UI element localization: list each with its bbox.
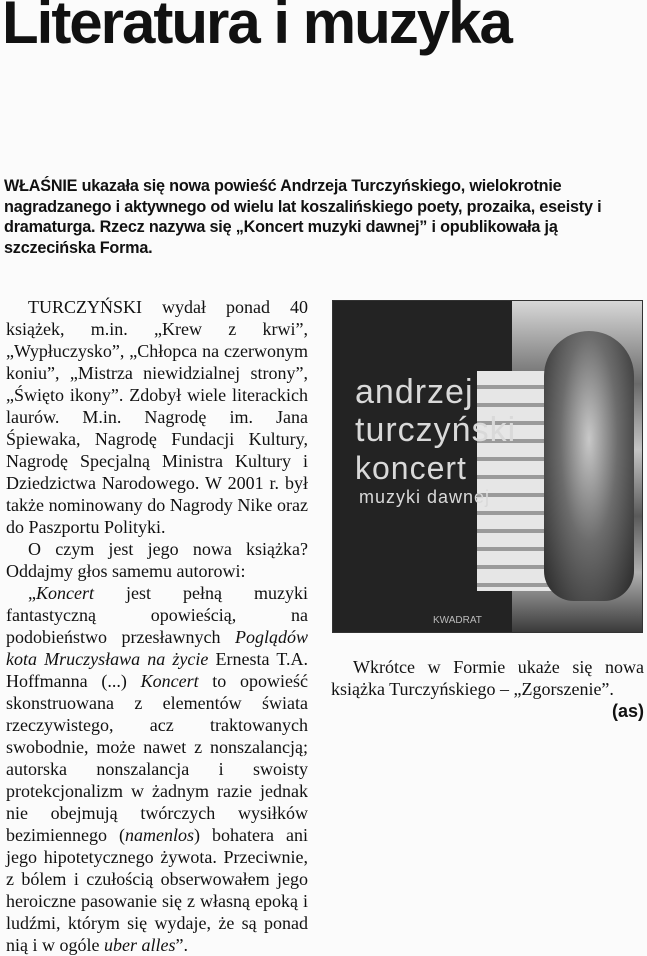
cover-author-last: turczyński [355, 411, 517, 449]
cover-author-first: andrzej [355, 373, 474, 411]
closing-text: Wkrótce w Formie ukaże się nowa książka Turczyńskiego – „Zgorszenie”. [331, 657, 644, 699]
body-paragraph-3 [331, 656, 644, 721]
cover-subtitle: muzyki dawnej [359, 487, 491, 507]
cover-title: koncert [355, 450, 467, 486]
quote-text-1: jest pełną muzyki fantastyczną opowieścią, na podobieństwo przesławnych [6, 583, 308, 647]
quote-close-mark: ”. [175, 935, 188, 955]
quote-text-2: Ernesta T.A. Hoffmanna (...) [6, 649, 308, 691]
title-koncert: Koncert [36, 583, 94, 603]
column-right [331, 656, 644, 722]
cover-author [355, 373, 516, 449]
cover-sculpture [544, 331, 634, 601]
body-paragraph-2: O czym jest jego nowa książka? Oddajmy głos samemu autorowi: [6, 539, 308, 581]
headline: Literatura i muzyka [2, 0, 511, 56]
quote-text-3: to opowieść skonstruowana z elementów świata rzeczywistego, acz traktowanych swobodnie, może nawet z nonszalancją; autorska nonszalancja i swoisty protekcjonalizm w żadnym razie jednak nie obejmują twórczych wysiłków bezimiennego ( [6, 671, 308, 845]
book-cover-image [332, 300, 643, 633]
title-poglady: Poglądów kota Mruczysława na życie [6, 627, 308, 669]
quote-text-4: ) bohatera ani jego hipotetycznego żywota. Przeciwnie, z bólem i czułością obserwowałem jego heroiczne pasowanie się z własną epoką i ludźmi, którym się wydaje, że są ponad nią i w ogóle [6, 825, 308, 955]
lead-text: ukazała się nowa powieść Andrzeja Turczyńskiego, wielokrotnie nagradzanego i aktywnego od wielu lat koszalińskiego poety, prozaika, eseisty i dramaturga. Rzecz nazywa się „Koncert muzyki dawnej” i opublikowała ją szczecińska Forma. [4, 177, 602, 257]
quote-open-mark: „ [28, 583, 36, 603]
lead-paragraph [4, 176, 644, 258]
word-namenlos: namenlos [124, 825, 194, 845]
title-koncert-2: Koncert [140, 671, 199, 691]
column-left [6, 296, 308, 956]
cover-publisher: KWADRAT [433, 615, 482, 626]
phrase-uber-alles: uber alles [103, 935, 176, 955]
body-paragraph-1: TURCZYŃSKI wydał ponad 40 książek, m.in. „Krew z krwi”, „Wypłuczysko”, „Chłopca na czerwonym koniu”, „Mistrza niewidzialnej strony”, „Święto ikony”. Zdobył wiele literackich laurów. M.in. Nagrodę im. Jana Śpiewaka, Nagrodę Fundacji Kultury, Nagrodę Specjalną Ministra Kultury i Dziedzictwa Narodowego. W 2001 r. był także nominowany do Nagrody Nike oraz do Paszportu Polityki. [6, 297, 308, 537]
lead-kicker: WŁAŚNIE [4, 177, 78, 195]
author-signature: (as) [611, 701, 644, 721]
